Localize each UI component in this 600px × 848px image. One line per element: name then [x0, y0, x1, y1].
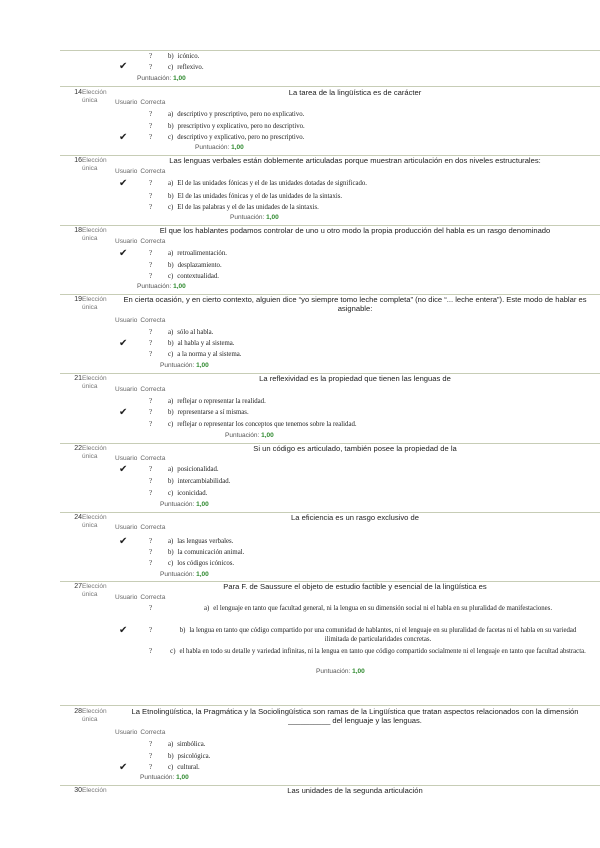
option-text — [168, 763, 588, 772]
option-letter: b) — [168, 478, 174, 485]
radio-marker-icon: ? — [149, 122, 153, 130]
option-letter: b) — [168, 409, 174, 416]
correct-column-label: Correcta — [140, 729, 166, 736]
answer-header — [115, 455, 168, 462]
score-line — [195, 144, 244, 151]
question-text: En cierta ocasión, y en cierto contexto, alguien dice “yo siempre tomo leche completa” (no dice “... leche entera”). Este modo de hablar es asignable: — [123, 295, 587, 313]
score-label: Puntuación: — [230, 214, 267, 221]
radio-marker-icon: ? — [149, 537, 153, 545]
option-letter: a) — [168, 111, 174, 118]
question-number: 27. — [74, 583, 84, 590]
score-label: Puntuación: — [160, 501, 197, 508]
option-letter: c) — [170, 648, 176, 655]
option-label: cultural. — [177, 764, 200, 771]
user-column-label: Usuario — [115, 455, 138, 462]
option-label: retroalimentación. — [177, 250, 227, 257]
score-value: 1,00 — [173, 75, 186, 82]
option-text — [168, 63, 468, 72]
correct-column-label: Correcta — [140, 524, 166, 531]
option-letter: c) — [168, 351, 174, 358]
option-letter: b) — [168, 123, 174, 130]
option-label: a la norma y al sistema. — [177, 351, 242, 358]
option-text — [168, 192, 588, 201]
option-label: contextualidad. — [177, 273, 219, 280]
correct-check-icon: ✔ — [119, 338, 128, 349]
score-value: 1,00 — [261, 432, 274, 439]
score-line — [137, 75, 186, 82]
question-number: 28. — [74, 708, 84, 715]
radio-marker-icon: ? — [149, 203, 153, 211]
question-text: Las lenguas verbales están doblemente articuladas porque muestran articulación en dos niveles estructurales: — [169, 156, 541, 165]
score-label: Puntuación: — [137, 75, 174, 82]
radio-marker-icon: ? — [149, 559, 153, 567]
radio-marker-icon: ? — [149, 133, 153, 141]
score-line — [225, 432, 274, 439]
question-type: Elección única — [82, 157, 107, 172]
question-text: Para F. de Saussure el objeto de estudio factible y esencial de la lingüística es — [223, 582, 487, 591]
score-label: Puntuación: — [137, 283, 174, 290]
score-value: 1,00 — [196, 362, 209, 369]
option-label: posicionalidad. — [177, 466, 219, 473]
option-letter: a) — [203, 605, 210, 612]
option-text — [168, 548, 588, 557]
option-text — [168, 465, 588, 474]
score-label: Puntuación: — [160, 571, 197, 578]
option-letter: b) — [168, 753, 174, 760]
radio-marker-icon: ? — [149, 763, 153, 771]
radio-marker-icon: ? — [149, 740, 153, 748]
radio-marker-icon: ? — [149, 477, 153, 485]
option-label: reflejar o representar los conceptos que tenemos sobre la realidad. — [177, 421, 357, 428]
score-value: 1,00 — [196, 501, 209, 508]
radio-marker-icon: ? — [149, 350, 153, 358]
correct-column-label: Correcta — [140, 594, 166, 601]
option-letter: b) — [168, 340, 174, 347]
option-label: simbólica. — [177, 741, 206, 748]
user-column-label: Usuario — [115, 168, 138, 175]
radio-marker-icon: ? — [149, 328, 153, 336]
radio-marker-icon: ? — [149, 626, 153, 634]
score-line — [160, 501, 209, 508]
question-number: 21. — [74, 375, 84, 382]
answer-header — [115, 524, 168, 531]
score-label: Puntuación: — [316, 668, 353, 675]
radio-marker-icon: ? — [149, 604, 153, 612]
score-label: Puntuación: — [160, 362, 197, 369]
score-value: 1,00 — [231, 144, 244, 151]
option-letter: b) — [168, 549, 174, 556]
radio-marker-icon: ? — [149, 192, 153, 200]
option-label: las lenguas verbales. — [177, 538, 234, 545]
option-text — [168, 604, 588, 613]
score-line — [140, 774, 189, 781]
score-line — [160, 571, 209, 578]
option-letter: a) — [168, 398, 174, 405]
option-text — [168, 647, 588, 656]
option-label: reflejar o representar la realidad. — [177, 398, 266, 405]
question-type: Elección única — [82, 445, 107, 460]
option-label: El de las unidades fónicas y el de las unidades dotadas de significado. — [177, 180, 367, 187]
radio-marker-icon: ? — [149, 489, 153, 497]
option-label: al habla y al sistema. — [177, 340, 235, 347]
score-line — [137, 283, 186, 290]
option-text — [168, 420, 588, 429]
user-column-label: Usuario — [115, 317, 138, 324]
option-label: icónico. — [177, 53, 200, 60]
option-text — [168, 52, 468, 61]
user-column-label: Usuario — [115, 729, 138, 736]
user-column-label: Usuario — [115, 594, 138, 601]
radio-marker-icon: ? — [149, 261, 153, 269]
option-label: iconicidad. — [177, 490, 208, 497]
question-divider — [60, 86, 600, 87]
option-letter: b) — [168, 262, 174, 269]
option-label: El de las unidades fónicas y el de las unidades de la sintaxis. — [177, 193, 343, 200]
question-type: Elección única — [82, 514, 107, 529]
radio-marker-icon: ? — [149, 465, 153, 473]
question-type: Elección — [82, 787, 107, 794]
option-letter: a) — [168, 250, 174, 257]
option-label: reflexivo. — [177, 64, 204, 71]
option-text — [168, 350, 588, 359]
option-text — [168, 272, 588, 281]
option-letter: c) — [168, 764, 174, 771]
option-text — [168, 203, 588, 212]
option-text — [168, 339, 588, 348]
question-text: La eficiencia es un rasgo exclusivo de — [291, 513, 419, 522]
option-letter: c) — [168, 134, 174, 141]
option-letter: a) — [168, 466, 174, 473]
score-value: 1,00 — [176, 774, 189, 781]
score-label: Puntuación: — [225, 432, 262, 439]
option-text — [168, 133, 588, 142]
correct-column-label: Correcta — [140, 455, 166, 462]
answer-header — [115, 729, 168, 736]
option-label: sólo al habla. — [177, 329, 214, 336]
option-label: los códigos icónicos. — [177, 560, 235, 567]
radio-marker-icon: ? — [149, 339, 153, 347]
answer-header — [115, 99, 168, 106]
option-letter: a) — [168, 538, 174, 545]
question-text: La reflexividad es la propiedad que tienen las lenguas de — [259, 374, 451, 383]
correct-column-label: Correcta — [140, 386, 166, 393]
option-text — [168, 537, 588, 546]
correct-check-icon: ✔ — [119, 536, 128, 547]
option-text — [168, 179, 588, 188]
question-number: 30. — [74, 787, 84, 794]
radio-marker-icon: ? — [149, 397, 153, 405]
correct-column-label: Correcta — [140, 99, 166, 106]
option-label: El de las palabras y el de las unidades de la sintaxis. — [177, 204, 319, 211]
option-text — [168, 249, 588, 258]
question-type: Elección única — [82, 296, 107, 311]
radio-marker-icon: ? — [149, 420, 153, 428]
score-value: 1,00 — [196, 571, 209, 578]
option-label: psicológica. — [177, 753, 211, 760]
option-text — [168, 740, 588, 749]
option-letter: a) — [168, 741, 174, 748]
score-label: Puntuación: — [140, 774, 177, 781]
question-number: 19. — [74, 296, 84, 303]
question-divider — [60, 50, 600, 51]
option-text — [168, 752, 588, 761]
option-label: prescriptivo y explicativo, pero no descriptivo. — [177, 123, 305, 130]
option-label: el habla en todo su detalle y variedad infinitas, ni la lengua en tanto que código compartido socialmente ni el lenguaje en tanto que facultad abstracta. — [179, 648, 586, 655]
correct-check-icon: ✔ — [119, 464, 128, 475]
radio-marker-icon: ? — [149, 647, 153, 655]
option-letter: c) — [168, 490, 174, 497]
question-number: 24. — [74, 514, 84, 521]
option-text — [168, 328, 588, 337]
radio-marker-icon: ? — [149, 110, 153, 118]
radio-marker-icon: ? — [149, 63, 153, 71]
question-type: Elección única — [82, 583, 107, 598]
question-number: 16. — [74, 157, 84, 164]
radio-marker-icon: ? — [149, 408, 153, 416]
user-column-label: Usuario — [115, 524, 138, 531]
user-column-label: Usuario — [115, 238, 138, 245]
option-label: la comunicación animal. — [177, 549, 245, 556]
question-text: Las unidades de la segunda articulación — [287, 786, 423, 795]
answer-header — [115, 594, 168, 601]
question-type: Elección única — [82, 89, 107, 104]
correct-check-icon: ✔ — [119, 762, 128, 773]
option-label: representarse a sí mismas. — [177, 409, 249, 416]
option-text — [168, 477, 588, 486]
option-label: el lenguaje en tanto que facultad general, ni la lengua en su dimensión social ni el habla en su pluralidad de manifestaciones. — [213, 605, 553, 612]
option-text — [168, 122, 588, 131]
question-text: La tarea de la lingüística es de carácter — [288, 88, 422, 97]
option-label: descriptivo y prescriptivo, pero no explicativo. — [177, 111, 305, 118]
option-letter: b) — [179, 627, 186, 634]
answer-header — [115, 386, 168, 393]
score-line — [316, 668, 365, 675]
answer-header — [115, 317, 168, 324]
option-label: la lengua en tanto que código compartido por una comunidad de hablantes, ni el lenguaje en su pluralidad de facetas ni el habla en su variedad ilimitada de particularidades concretas. — [189, 627, 577, 643]
option-letter: c) — [168, 273, 174, 280]
option-text — [168, 559, 588, 568]
question-text: El que los hablantes podamos controlar de uno u otro modo la propia producción del habla es un rasgo denominado — [159, 226, 551, 235]
option-letter: a) — [168, 180, 174, 187]
correct-check-icon: ✔ — [119, 625, 128, 636]
correct-check-icon: ✔ — [119, 178, 128, 189]
answer-header — [115, 238, 168, 245]
question-number: 14. — [74, 89, 84, 96]
score-value: 1,00 — [352, 668, 365, 675]
radio-marker-icon: ? — [149, 752, 153, 760]
option-letter: c) — [168, 64, 174, 71]
correct-check-icon: ✔ — [119, 407, 128, 418]
correct-column-label: Correcta — [140, 238, 166, 245]
radio-marker-icon: ? — [149, 548, 153, 556]
question-text: Si un código es articulado, también posee la propiedad de la — [253, 444, 457, 453]
option-label: desplazamiento. — [177, 262, 222, 269]
score-value: 1,00 — [266, 214, 279, 221]
option-text — [168, 489, 588, 498]
score-label: Puntuación: — [195, 144, 232, 151]
option-text — [168, 261, 588, 270]
option-letter: c) — [168, 560, 174, 567]
score-value: 1,00 — [173, 283, 186, 290]
question-number: 18. — [74, 227, 84, 234]
option-letter: b) — [168, 53, 174, 60]
option-text — [168, 626, 588, 644]
question-text: La Etnolingüística, la Pragmática y la Sociolingüística son ramas de la Lingüística que tratan aspectos relacionados con la dimensión __________ del lenguaje y las lenguas. — [131, 707, 579, 725]
correct-check-icon: ✔ — [119, 61, 128, 72]
user-column-label: Usuario — [115, 99, 138, 106]
correct-check-icon: ✔ — [119, 132, 128, 143]
option-letter: b) — [168, 193, 174, 200]
question-number: 22. — [74, 445, 84, 452]
option-letter: c) — [168, 204, 174, 211]
score-line — [160, 362, 209, 369]
correct-check-icon: ✔ — [119, 248, 128, 259]
radio-marker-icon: ? — [149, 249, 153, 257]
option-letter: a) — [168, 329, 174, 336]
radio-marker-icon: ? — [149, 272, 153, 280]
option-text — [168, 397, 588, 406]
option-label: intercambiabilidad. — [177, 478, 231, 485]
option-text — [168, 408, 588, 417]
question-type: Elección única — [82, 375, 107, 390]
question-divider — [60, 705, 600, 706]
radio-marker-icon: ? — [149, 179, 153, 187]
question-type: Elección única — [82, 227, 107, 242]
user-column-label: Usuario — [115, 386, 138, 393]
question-type: Elección única — [82, 708, 107, 723]
answer-header — [115, 168, 168, 175]
radio-marker-icon: ? — [149, 52, 153, 60]
score-line — [230, 214, 279, 221]
correct-column-label: Correcta — [140, 168, 166, 175]
option-letter: c) — [168, 421, 174, 428]
option-label: descriptivo y explicativo, pero no prescriptivo. — [177, 134, 305, 141]
option-text — [168, 110, 588, 119]
correct-column-label: Correcta — [140, 317, 166, 324]
